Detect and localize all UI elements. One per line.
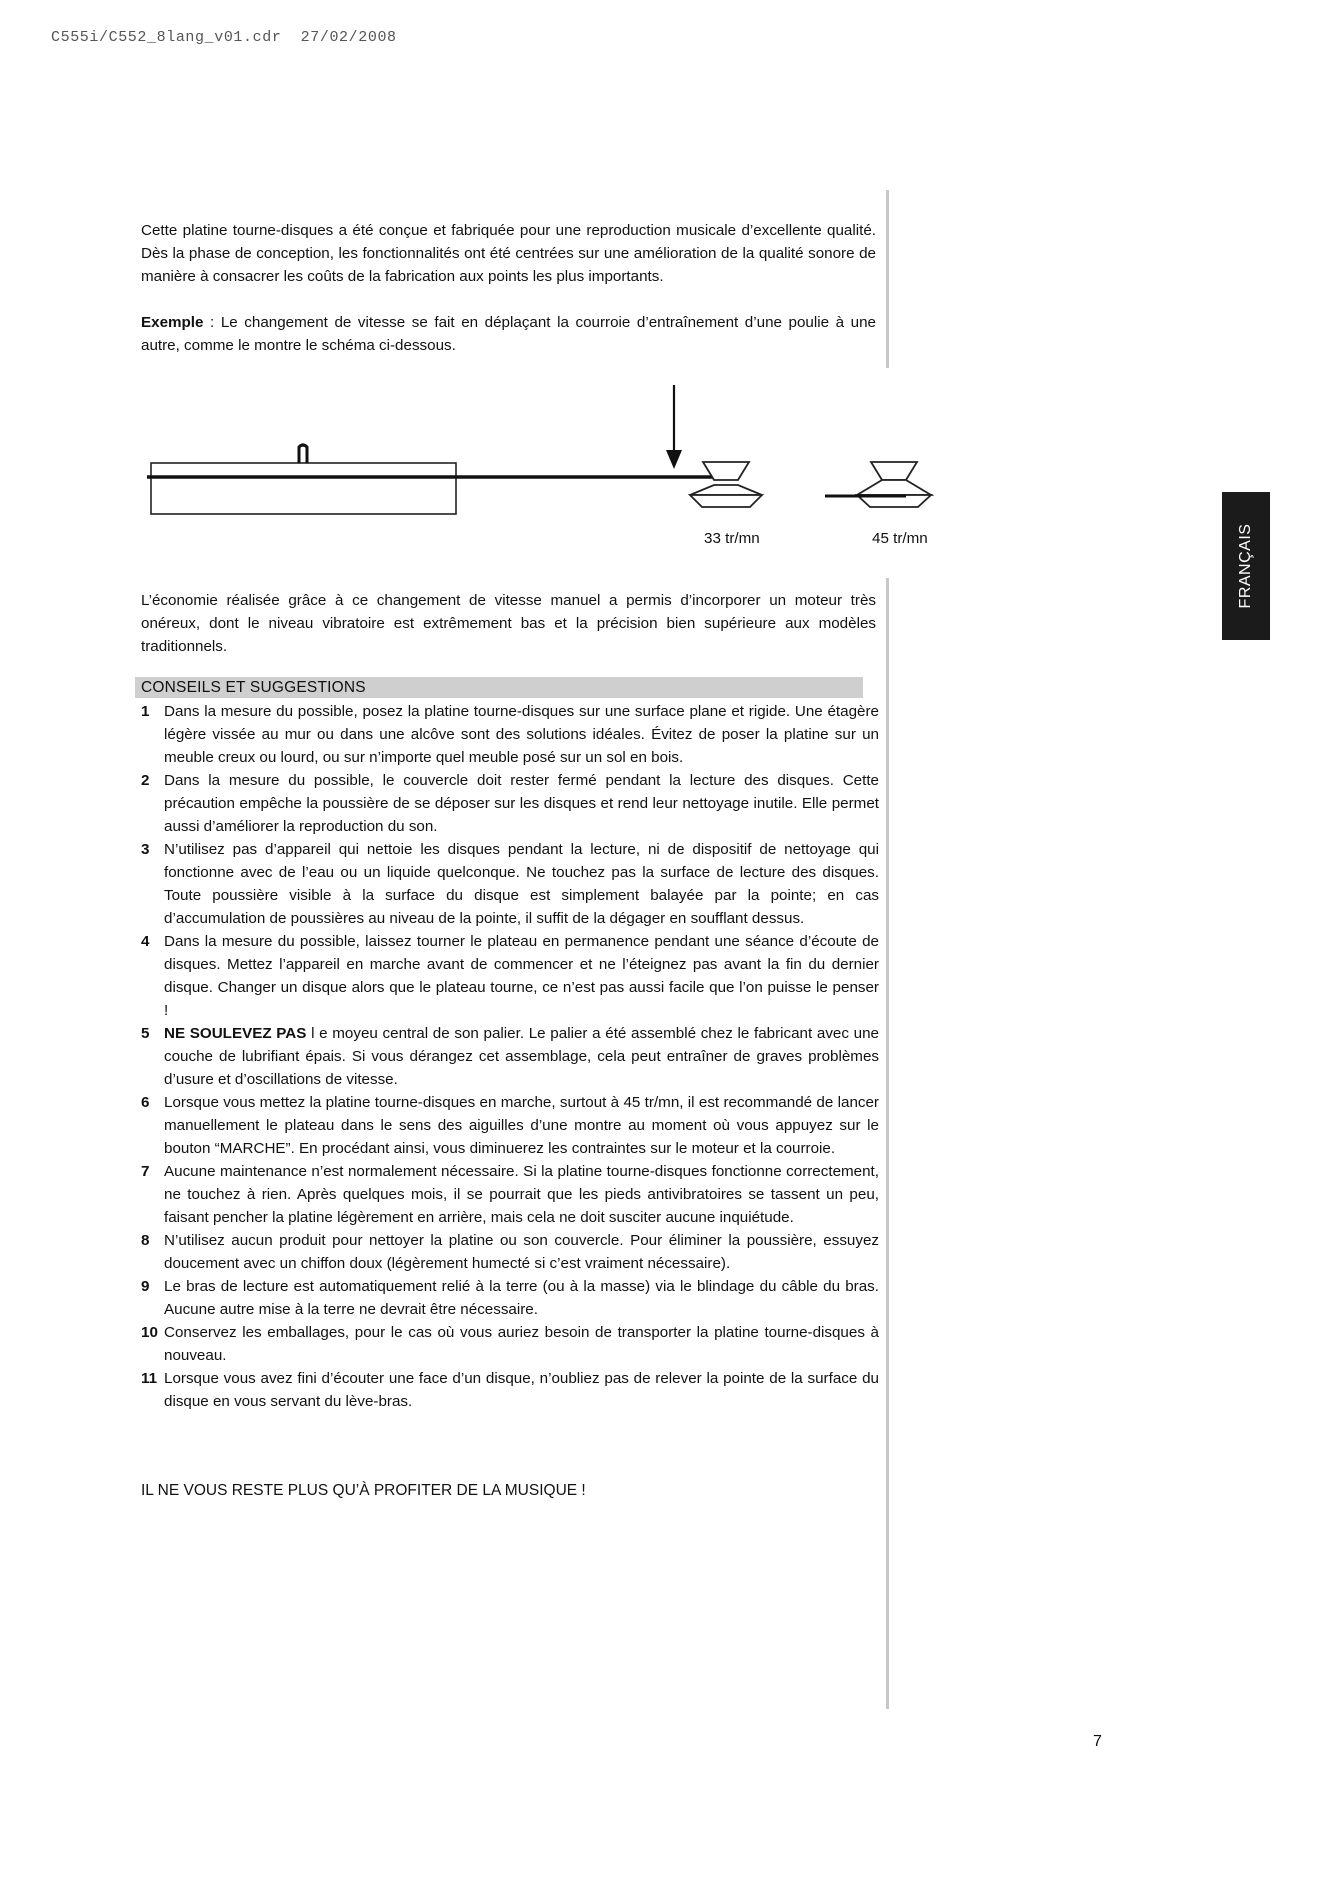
margin-rule-bottom — [886, 578, 889, 1709]
tip-item: 6 Lorsque vous mettez la platine tourne-disques en marche, surtout à 45 tr/mn, il est recommandé de lancer manuellement le plateau dans le sens des aiguilles d’une montre au moment où vous appuyez sur le bouton “MARCHE”. En procédant ainsi, vous diminuerez les contraintes sur le moteur et la courroie. — [141, 1094, 879, 1157]
tip-item: 7 Aucune maintenance n’est normalement nécessaire. Si la platine tourne-disques fonctionne correctement, ne touchez à rien. Après quelques mois, il se pourrait que les pieds antivibratoires se tassent un peu, faisant pencher la platine légèrement en arrière, mais cela ne doit susciter aucune inquiétude. — [141, 1163, 879, 1226]
tip-item: 1 Dans la mesure du possible, posez la platine tourne-disques sur une surface plane et rigide. Une étagère légère vissée au mur ou dans une alcôve sont des solutions idéales. Évitez de poser la platine sur un meuble creux ou lourd, ou sur n’importe quel meuble posé sur un sol en bois. — [141, 703, 879, 766]
example-text: : Le changement de vitesse se fait en déplaçant la courroie d’entraînement d’une poulie à une autre, comme le montre le schéma ci-dessous. — [141, 314, 876, 354]
file-header: C555i/C552_8lang_v01.cdr 27/02/2008 — [51, 29, 397, 46]
section-title: CONSEILS ET SUGGESTIONS — [141, 679, 366, 696]
tip-item: 11 Lorsque vous avez fini d’écouter une face d’un disque, n’oubliez pas de relever la pointe de la surface du disque en vous servant du lève-bras. — [141, 1370, 879, 1410]
tip-item: 5 NE SOULEVEZ PAS l e moyeu central de son palier. Le palier a été assemblé chez le fabricant avec une couche de lubrifiant épais. Si vous dérangez cet assemblage, cela peut entraîner de graves problèmes d’usure et d’oscillations de vitesse. — [141, 1025, 879, 1088]
pulley-45 — [857, 462, 931, 507]
spindle-shape — [299, 445, 307, 463]
page-number: 7 — [1093, 1733, 1102, 1750]
tip-item: 2 Dans la mesure du possible, le couvercle doit rester fermé pendant la lecture des disques. Cette précaution empêche la poussière de se déposer sur les disques et rend leur nettoyage inutile. Elle permet aussi d’améliorer la reproduction du son. — [141, 772, 879, 835]
pulley-33 — [690, 462, 762, 507]
arrow-head — [666, 450, 682, 469]
economy-paragraph: L’économie réalisée grâce à ce changement de vitesse manuel a permis d’incorporer un moteur très onéreux, dont le niveau vibratoire est extrêmement bas et la précision bien supérieure aux modèles traditionnels. — [141, 592, 876, 655]
intro-paragraph: Cette platine tourne-disques a été conçue et fabriquée pour une reproduction musicale d’excellente qualité. Dès la phase de conception, les fonctionnalités ont été centrées sur une amélioration de la qualité sonore de manière à consacrer les coûts de la fabrication aux points les plus importants. — [141, 222, 876, 285]
tip-strong: NE SOULEVEZ PAS — [164, 1025, 307, 1042]
speed-label-33: 33 tr/mn — [704, 530, 760, 547]
language-tab-label: FRANÇAIS — [1237, 523, 1254, 609]
tip-item: 10 Conservez les emballages, pour le cas où vous auriez besoin de transporter la platine tourne-disques à nouveau. — [141, 1324, 879, 1364]
tips-list — [141, 700, 879, 1413]
tip-item: 3 N’utilisez pas d’appareil qui nettoie les disques pendant la lecture, ni de dispositif de nettoyage qui fonctionne avec de l’eau ou un liquide quelconque. Ne touchez pas la surface de lecture des disques. Toute poussière visible à la surface du disque est simplement balayée par la pointe; en cas d’accumulation de poussières au niveau de la pointe, il suffit de la dégager en soufflant dessus. — [141, 841, 879, 927]
language-tab — [1222, 492, 1270, 640]
speed-label-45: 45 tr/mn — [872, 530, 928, 547]
example-label: Exemple — [141, 314, 204, 331]
margin-rule-top — [886, 190, 889, 368]
speed-change-diagram — [140, 383, 950, 523]
example-paragraph — [141, 311, 876, 357]
tip-item: 8 N’utilisez aucun produit pour nettoyer la platine ou son couvercle. Pour éliminer la poussière, essuyez doucement avec un chiffon doux (légèrement humecté si c’est vraiment nécessaire). — [141, 1232, 879, 1272]
closing-line: IL NE VOUS RESTE PLUS QU’À PROFITER DE LA MUSIQUE ! — [141, 1482, 586, 1499]
platter-shape — [151, 463, 456, 514]
tip-item: 9 Le bras de lecture est automatiquement relié à la terre (ou à la masse) via le blindage du câble du bras. Aucune autre mise à la terre ne devrait être nécessaire. — [141, 1278, 879, 1318]
tip-item: 4 Dans la mesure du possible, laissez tourner le plateau en permanence pendant une séance d’écoute de disques. Mettez l’appareil en marche avant de commencer et ne l’éteignez pas avant la fin du dernier disque. Changer un disque alors que le plateau tourne, ce n’est pas aussi facile que l’on puisse le penser ! — [141, 933, 879, 1019]
